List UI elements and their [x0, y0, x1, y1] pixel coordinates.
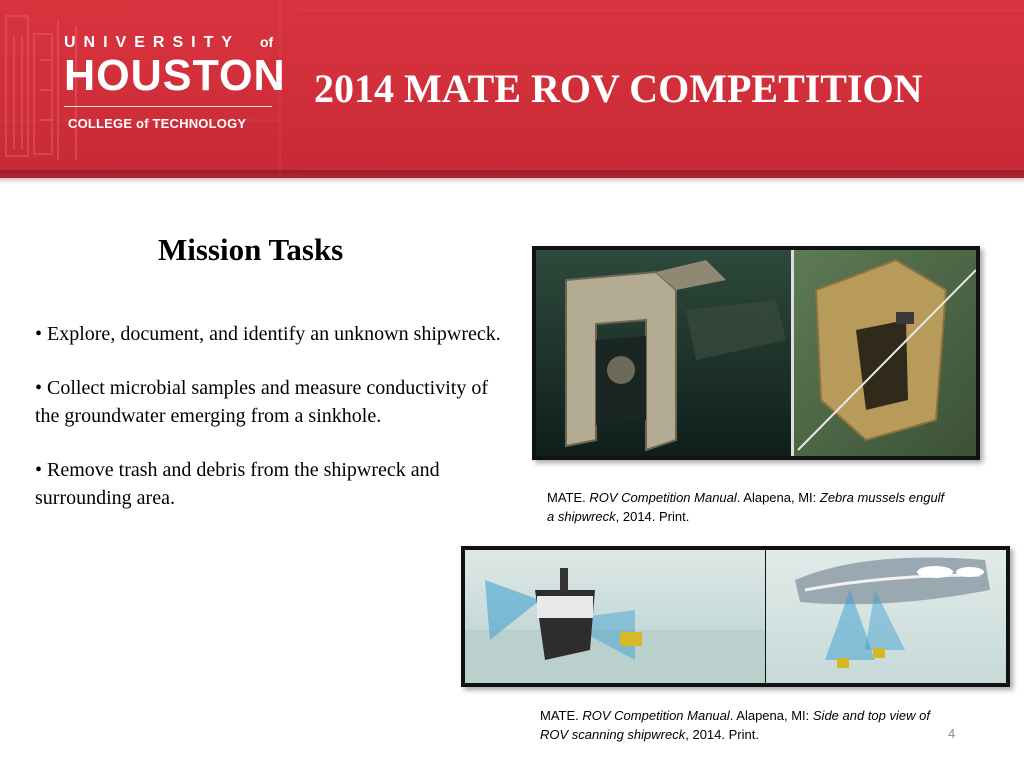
- rov-scan-drawing: [465, 550, 1006, 683]
- mission-task-item: • Remove trash and debris from the shipwreck and surrounding area.: [35, 459, 440, 509]
- caption-suffix: , 2014. Print.: [685, 727, 759, 742]
- logo-houston-text: HOUSTON: [64, 51, 286, 100]
- mission-task-item: • Collect microbial samples and measure conductivity of the groundwater emerging from a sinkhole.: [35, 377, 488, 427]
- rov-scan-illustration: [461, 546, 1010, 687]
- caption-prefix: MATE.: [547, 490, 590, 505]
- logo-college-text: COLLEGE of TECHNOLOGY: [68, 116, 247, 131]
- caption-title: Side and top view of ROV scanning shipwreck: [540, 708, 930, 742]
- logo-university-text: UNIVERSITY: [64, 34, 241, 51]
- university-logo: [64, 30, 286, 142]
- caption-source: ROV Competition Manual: [582, 708, 730, 723]
- figure-caption: [540, 706, 960, 744]
- caption-title: Zebra mussels engulf a shipwreck: [547, 490, 945, 524]
- header-shadow: [0, 170, 1024, 184]
- mission-task-item: • Explore, document, and identify an unknown shipwreck.: [35, 323, 501, 345]
- caption-mid: . Alapena, MI:: [736, 490, 820, 505]
- header-banner: [0, 0, 1024, 178]
- caption-source: ROV Competition Manual: [589, 490, 737, 505]
- logo-of-text: of: [260, 34, 274, 50]
- mission-task-list: [35, 320, 505, 538]
- caption-prefix: MATE.: [540, 708, 583, 723]
- caption-suffix: , 2014. Print.: [615, 509, 690, 524]
- shipwreck-mussels-photo: [532, 246, 980, 460]
- slide-title: 2014 MATE ROV COMPETITION: [314, 66, 923, 111]
- section-heading: Mission Tasks: [158, 232, 344, 267]
- figure-caption: [547, 488, 947, 526]
- page-number: 4: [948, 726, 956, 741]
- shipwreck-photo-illustration: [536, 250, 976, 456]
- caption-mid: . Alapena, MI:: [729, 708, 813, 723]
- logo-divider: [64, 106, 272, 107]
